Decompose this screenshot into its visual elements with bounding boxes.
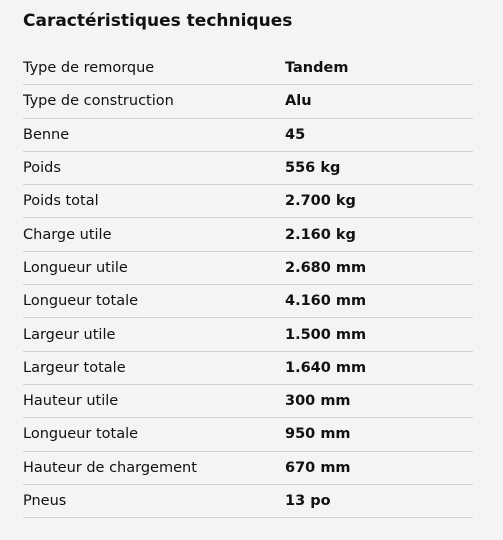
spec-row-bed (23, 119, 473, 152)
spec-label: Benne (23, 126, 70, 143)
spec-label: Largeur utile (23, 326, 116, 343)
spec-label: Hauteur de chargement (23, 459, 197, 476)
spec-value: Tandem (285, 60, 349, 77)
spec-value: 2.160 kg (285, 226, 356, 243)
spec-value: 950 mm (285, 426, 351, 443)
spec-label: Poids (23, 160, 61, 177)
spec-row-trailer-type (23, 52, 473, 85)
spec-row-total-width (23, 352, 473, 385)
spec-row-useful-height (23, 385, 473, 418)
spec-value: 2.680 mm (285, 259, 367, 276)
spec-label: Longueur totale (23, 293, 139, 310)
spec-label: Poids total (23, 193, 99, 210)
spec-row-total-length (23, 285, 473, 318)
spec-row-tires (23, 485, 473, 518)
spec-value: 45 (285, 126, 306, 143)
spec-label: Type de remorque (23, 60, 155, 77)
spec-label: Largeur totale (23, 359, 126, 376)
spec-value: 1.640 mm (285, 359, 367, 376)
section-title: Caractéristiques techniques (23, 11, 293, 31)
spec-label: Charge utile (23, 226, 112, 243)
spec-value: 1.500 mm (285, 326, 367, 343)
spec-value: 2.700 kg (285, 193, 356, 210)
spec-value: 300 mm (285, 393, 351, 410)
spec-row-loading-height (23, 452, 473, 485)
spec-row-weight (23, 152, 473, 185)
spec-value: 13 po (285, 493, 331, 509)
spec-row-useful-width (23, 318, 473, 351)
specs-table (23, 52, 473, 518)
spec-label: Hauteur utile (23, 393, 119, 410)
spec-value: 670 mm (285, 459, 351, 476)
spec-value: 4.160 mm (285, 293, 367, 310)
spec-label: Longueur utile (23, 259, 128, 276)
spec-row-payload (23, 218, 473, 251)
spec-row-total-length-2 (23, 418, 473, 451)
spec-row-useful-length (23, 252, 473, 285)
spec-row-total-weight (23, 185, 473, 218)
spec-label: Longueur totale (23, 426, 139, 443)
spec-row-construction-type (23, 85, 473, 118)
spec-value: 556 kg (285, 160, 341, 177)
spec-label: Pneus (23, 493, 67, 509)
spec-value: Alu (285, 93, 312, 110)
spec-label: Type de construction (23, 93, 174, 110)
